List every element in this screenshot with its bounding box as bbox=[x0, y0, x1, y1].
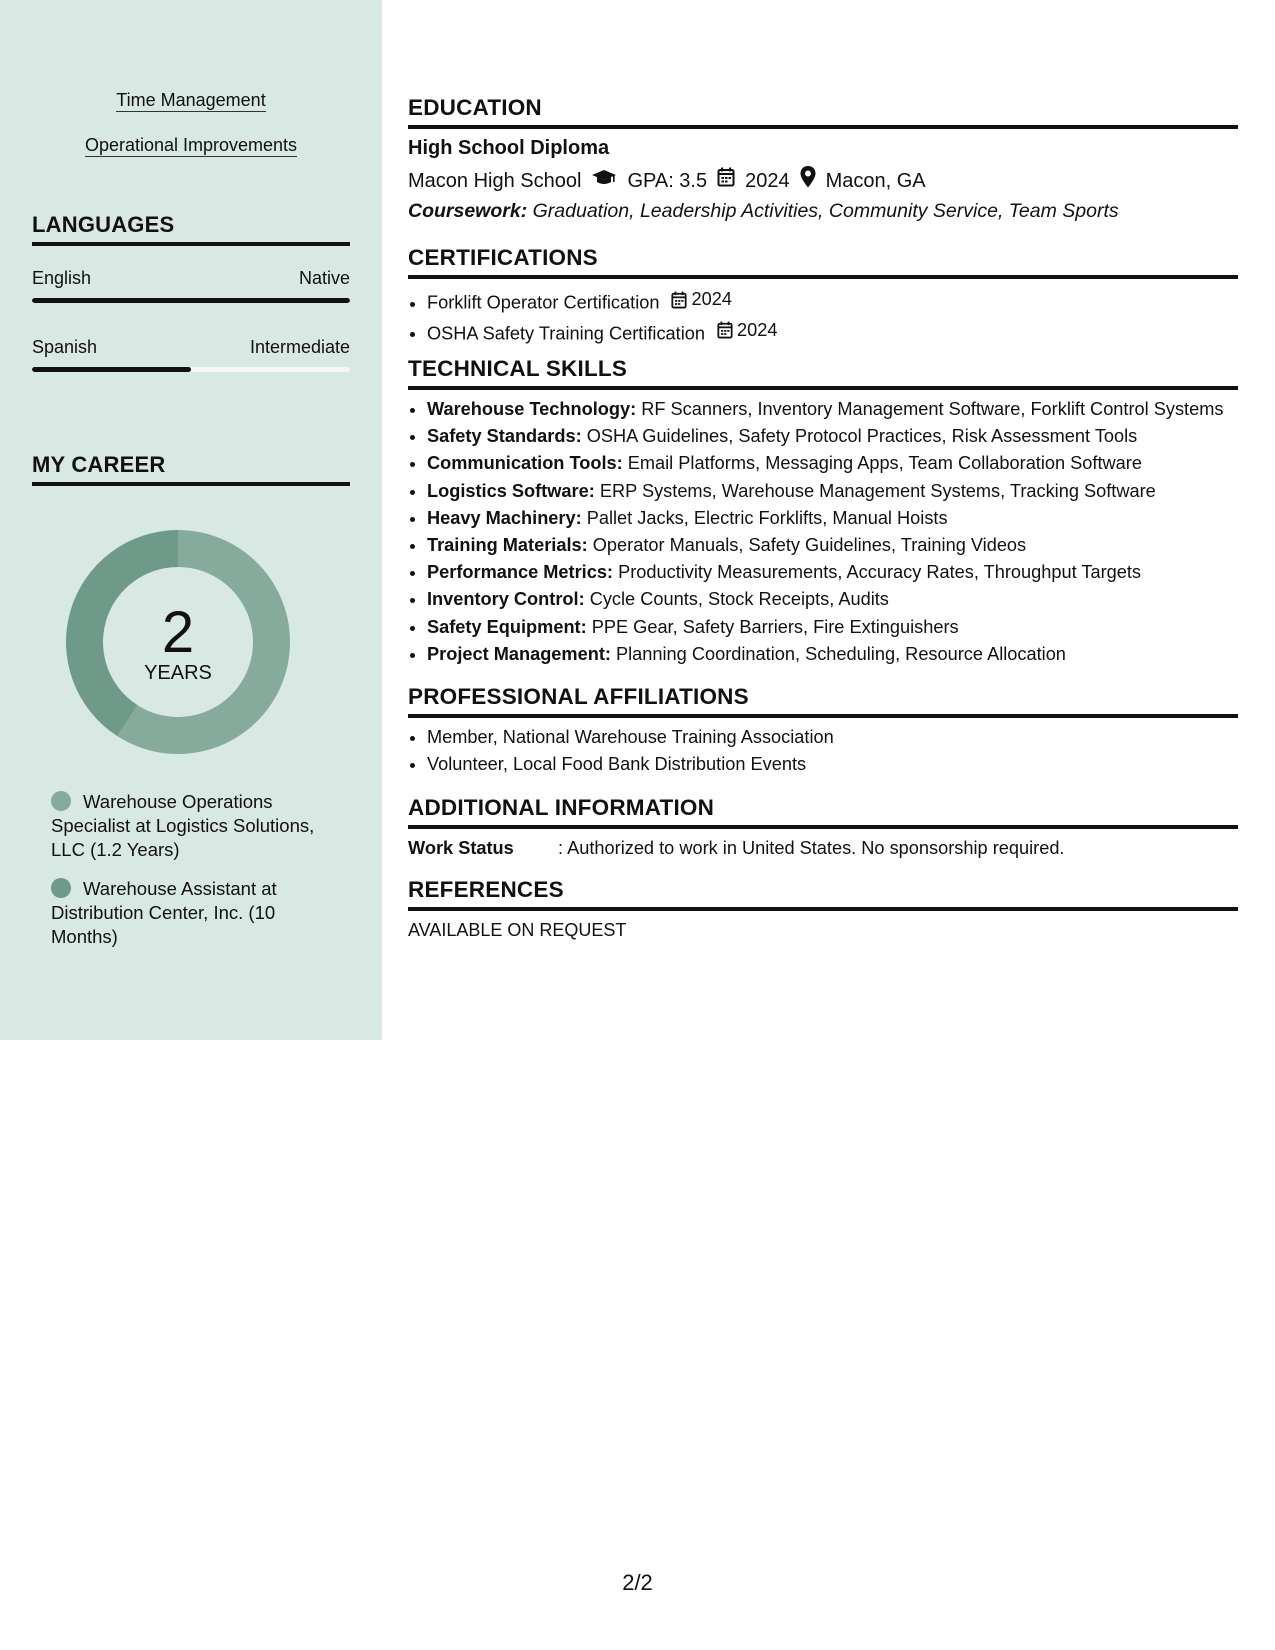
work-status-value: : Authorized to work in United States. No sponsorship required. bbox=[558, 838, 1065, 858]
language-level: Native bbox=[298, 268, 350, 288]
certification-name: Forklift Operator Certification bbox=[427, 292, 660, 313]
coursework-label: Coursework: bbox=[408, 200, 528, 222]
work-status-label: Work Status bbox=[408, 838, 514, 858]
education-heading: EDUCATION bbox=[408, 95, 1238, 129]
career-legend-label: Warehouse Assistant at Distribution Center, Inc. (10 Months) bbox=[51, 878, 277, 947]
language-name: Spanish bbox=[32, 337, 98, 357]
list-item bbox=[427, 396, 1238, 423]
calendar-icon bbox=[717, 167, 735, 195]
certification-year: 2024 bbox=[691, 289, 732, 309]
degree-title: High School Diploma bbox=[408, 137, 610, 159]
skill-values: Planning Coordination, Scheduling, Resource Allocation bbox=[616, 643, 1066, 664]
language-level: Intermediate bbox=[249, 337, 350, 357]
technical-skills-heading: TECHNICAL SKILLS bbox=[408, 356, 1238, 390]
references-heading: REFERENCES bbox=[408, 877, 1238, 911]
list-item bbox=[427, 586, 1238, 613]
list-item bbox=[427, 286, 1238, 317]
affiliations-list bbox=[408, 724, 1238, 778]
list-item bbox=[427, 505, 1238, 532]
skill-category: Inventory Control: bbox=[427, 589, 585, 610]
language-proficiency-fill bbox=[32, 367, 191, 372]
certification-year: 2024 bbox=[737, 319, 778, 340]
skill-category: Heavy Machinery: bbox=[427, 507, 582, 528]
education-details bbox=[408, 166, 926, 196]
skill-values: ERP Systems, Warehouse Management Systems, Tracking Software bbox=[599, 480, 1156, 501]
list-item bbox=[427, 450, 1238, 477]
location-pin-icon bbox=[800, 166, 816, 196]
skill-values: Email Platforms, Messaging Apps, Team Collaboration Software bbox=[627, 453, 1142, 474]
language-row bbox=[32, 335, 350, 359]
skill-values: Productivity Measurements, Accuracy Rates, Throughput Targets bbox=[618, 562, 1142, 583]
skill-tag-label: Time Management bbox=[116, 90, 266, 110]
certification-name: OSHA Safety Training Certification bbox=[427, 323, 705, 344]
career-legend-item bbox=[51, 790, 341, 862]
technical-skills-list bbox=[408, 396, 1238, 668]
skill-category: Warehouse Technology: bbox=[427, 399, 637, 419]
affiliations-heading: PROFESSIONAL AFFILIATIONS bbox=[408, 684, 1238, 718]
language-name: English bbox=[32, 268, 92, 288]
language-row bbox=[32, 266, 350, 290]
skill-tag-label: Operational Improvements bbox=[84, 135, 298, 155]
skill-values: OSHA Guidelines, Safety Protocol Practices, Risk Assessment Tools bbox=[586, 426, 1138, 447]
certification-date bbox=[671, 286, 731, 313]
skill-values: PPE Gear, Safety Barriers, Fire Extinguishers bbox=[591, 616, 959, 637]
legend-dot-icon bbox=[51, 791, 71, 811]
skill-category: Project Management: bbox=[427, 643, 611, 664]
list-item bbox=[427, 478, 1238, 505]
list-item bbox=[427, 614, 1238, 641]
list-item bbox=[427, 641, 1238, 668]
certification-date bbox=[717, 317, 777, 344]
page-number: 2/2 bbox=[622, 1570, 653, 1595]
career-heading: MY CAREER bbox=[32, 452, 350, 486]
school-location: Macon, GA bbox=[825, 170, 926, 192]
graduation-cap-icon bbox=[591, 167, 617, 195]
list-item bbox=[427, 317, 1238, 348]
skill-values: RF Scanners, Inventory Management Software, Forklift Control Systems bbox=[641, 399, 1224, 419]
skill-values: Pallet Jacks, Electric Forklifts, Manual Hoists bbox=[586, 507, 948, 528]
coursework-list: Graduation, Leadership Activities, Community Service, Team Sports bbox=[532, 200, 1119, 222]
list-item: • Member, National Warehouse Training Association bbox=[427, 724, 1238, 751]
certifications-heading: CERTIFICATIONS bbox=[408, 245, 1238, 279]
school-name: Macon High School bbox=[408, 170, 582, 192]
skill-category: Logistics Software: bbox=[427, 480, 595, 501]
legend-dot-icon bbox=[51, 878, 71, 898]
list-item bbox=[427, 532, 1238, 559]
language-proficiency-bar bbox=[32, 298, 350, 303]
career-legend-label: Warehouse Operations Specialist at Logistics Solutions, LLC (1.2 Years) bbox=[51, 791, 315, 860]
calendar-icon bbox=[671, 291, 687, 309]
list-item bbox=[427, 423, 1238, 450]
career-years-label: YEARS bbox=[144, 662, 212, 684]
skill-category: Communication Tools: bbox=[427, 453, 623, 474]
skill-category: Training Materials: bbox=[427, 535, 588, 556]
list-item bbox=[427, 559, 1238, 586]
skill-values: Cycle Counts, Stock Receipts, Audits bbox=[589, 589, 889, 610]
donut-center bbox=[64, 528, 292, 756]
language-proficiency-bar bbox=[32, 367, 350, 372]
skill-values: Operator Manuals, Safety Guidelines, Training Videos bbox=[592, 535, 1027, 556]
skill-tag bbox=[0, 88, 382, 112]
skill-category: Safety Equipment: bbox=[427, 616, 587, 637]
sidebar bbox=[0, 0, 382, 1040]
languages-heading: LANGUAGES bbox=[32, 212, 350, 246]
certifications-list bbox=[408, 286, 1238, 348]
references-text: AVAILABLE ON REQUEST bbox=[408, 920, 627, 940]
career-total-years: 2 bbox=[161, 600, 195, 665]
gpa-value: GPA: 3.5 bbox=[627, 170, 708, 192]
language-proficiency-fill bbox=[32, 298, 350, 303]
skill-category: Safety Standards: bbox=[427, 426, 582, 447]
skill-tag bbox=[0, 133, 382, 157]
coursework bbox=[408, 198, 1119, 224]
graduation-year: 2024 bbox=[745, 170, 790, 192]
calendar-icon bbox=[717, 321, 733, 339]
work-status-row bbox=[408, 836, 1065, 860]
career-legend-item bbox=[51, 877, 341, 949]
career-donut-chart bbox=[64, 528, 292, 756]
skill-category: Performance Metrics: bbox=[427, 562, 613, 583]
list-item: • Volunteer, Local Food Bank Distribution Events bbox=[427, 751, 1238, 778]
additional-info-heading: ADDITIONAL INFORMATION bbox=[408, 795, 1238, 829]
